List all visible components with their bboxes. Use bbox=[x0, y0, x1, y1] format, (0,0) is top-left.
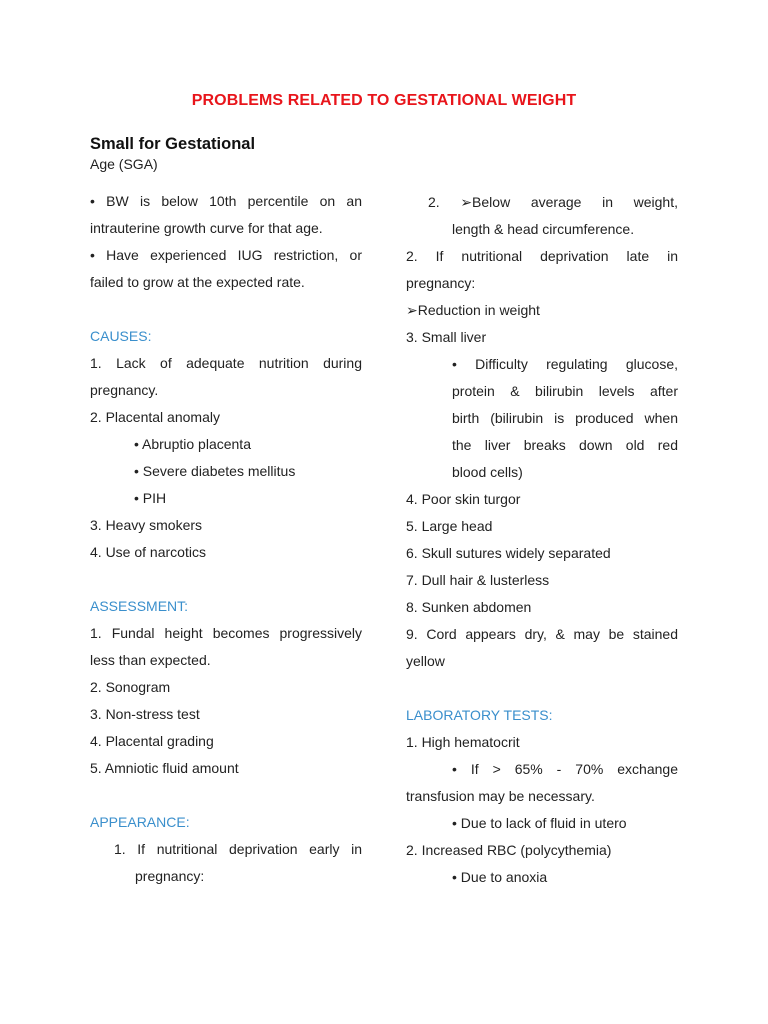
appearance-subitem: protein & bilirubin levels after bbox=[452, 383, 678, 399]
section-heading: Small for Gestational bbox=[90, 135, 256, 153]
assessment-heading: ASSESSMENT: bbox=[90, 598, 189, 614]
appearance-item: 6. Skull sutures widely separated bbox=[406, 545, 611, 561]
assessment-item: 2. Sonogram bbox=[90, 679, 171, 695]
appearance-item: 7. Dull hair & lusterless bbox=[406, 572, 550, 588]
assessment-item: 3. Non-stress test bbox=[90, 706, 200, 722]
causes-item: pregnancy. bbox=[90, 382, 159, 398]
appearance-subitem: blood cells) bbox=[452, 464, 523, 480]
left-column bbox=[90, 188, 362, 890]
section-heading-continued: Age (SGA) bbox=[90, 156, 158, 172]
lab-item: 1. High hematocrit bbox=[406, 734, 520, 750]
lab-tests-heading: LABORATORY TESTS: bbox=[406, 707, 553, 723]
assessment-item: less than expected. bbox=[90, 652, 211, 668]
intro-line: intrauterine growth curve for that age. bbox=[90, 220, 323, 236]
lab-item: 2. Increased RBC (polycythemia) bbox=[406, 842, 612, 858]
lab-subitem: transfusion may be necessary. bbox=[406, 788, 595, 804]
appearance-item: length & head circumference. bbox=[452, 221, 635, 237]
causes-item: 2. Placental anomaly bbox=[90, 409, 220, 425]
appearance-subitem: birth (bilirubin is produced when bbox=[452, 410, 678, 426]
causes-subitem: • Severe diabetes mellitus bbox=[134, 463, 296, 479]
appearance-item: 4. Poor skin turgor bbox=[406, 491, 521, 507]
appearance-item: 1. If nutritional deprivation early in bbox=[114, 841, 362, 857]
appearance-subitem: the liver breaks down old red bbox=[452, 437, 678, 453]
causes-item: 1. Lack of adequate nutrition during bbox=[90, 355, 362, 371]
intro-line: • Have experienced IUG restriction, or bbox=[90, 247, 362, 263]
appearance-item: 2. ➢Below average in weight, bbox=[428, 194, 678, 210]
causes-item: 4. Use of narcotics bbox=[90, 544, 206, 560]
lab-subitem: • Due to lack of fluid in utero bbox=[452, 815, 627, 831]
page-title: PROBLEMS RELATED TO GESTATIONAL WEIGHT bbox=[191, 92, 577, 109]
appearance-item: 2. If nutritional deprivation late in bbox=[406, 248, 678, 264]
assessment-item: 4. Placental grading bbox=[90, 733, 214, 749]
assessment-item: 1. Fundal height becomes progressively bbox=[90, 625, 362, 641]
appearance-item: 9. Cord appears dry, & may be stained bbox=[406, 626, 678, 642]
appearance-item: yellow bbox=[406, 653, 445, 669]
appearance-item: pregnancy: bbox=[406, 275, 476, 291]
assessment-item: 5. Amniotic fluid amount bbox=[90, 760, 239, 776]
intro-line: • BW is below 10th percentile on an bbox=[90, 193, 362, 209]
appearance-item: ➢Reduction in weight bbox=[406, 302, 540, 318]
appearance-item: pregnancy: bbox=[135, 868, 205, 884]
appearance-item: 5. Large head bbox=[406, 518, 493, 534]
lab-subitem: • Due to anoxia bbox=[452, 869, 548, 885]
appearance-item: 3. Small liver bbox=[406, 329, 487, 345]
lab-subitem: • If > 65% - 70% exchange bbox=[452, 761, 678, 777]
causes-heading: CAUSES: bbox=[90, 328, 152, 344]
intro-line: failed to grow at the expected rate. bbox=[90, 274, 305, 290]
causes-subitem: • PIH bbox=[134, 490, 167, 506]
causes-item: 3. Heavy smokers bbox=[90, 517, 203, 533]
appearance-heading: APPEARANCE: bbox=[90, 814, 190, 830]
right-column bbox=[406, 189, 678, 891]
appearance-item: 8. Sunken abdomen bbox=[406, 599, 532, 615]
causes-subitem: • Abruptio placenta bbox=[134, 436, 251, 452]
appearance-subitem: • Difficulty regulating glucose, bbox=[452, 356, 678, 372]
